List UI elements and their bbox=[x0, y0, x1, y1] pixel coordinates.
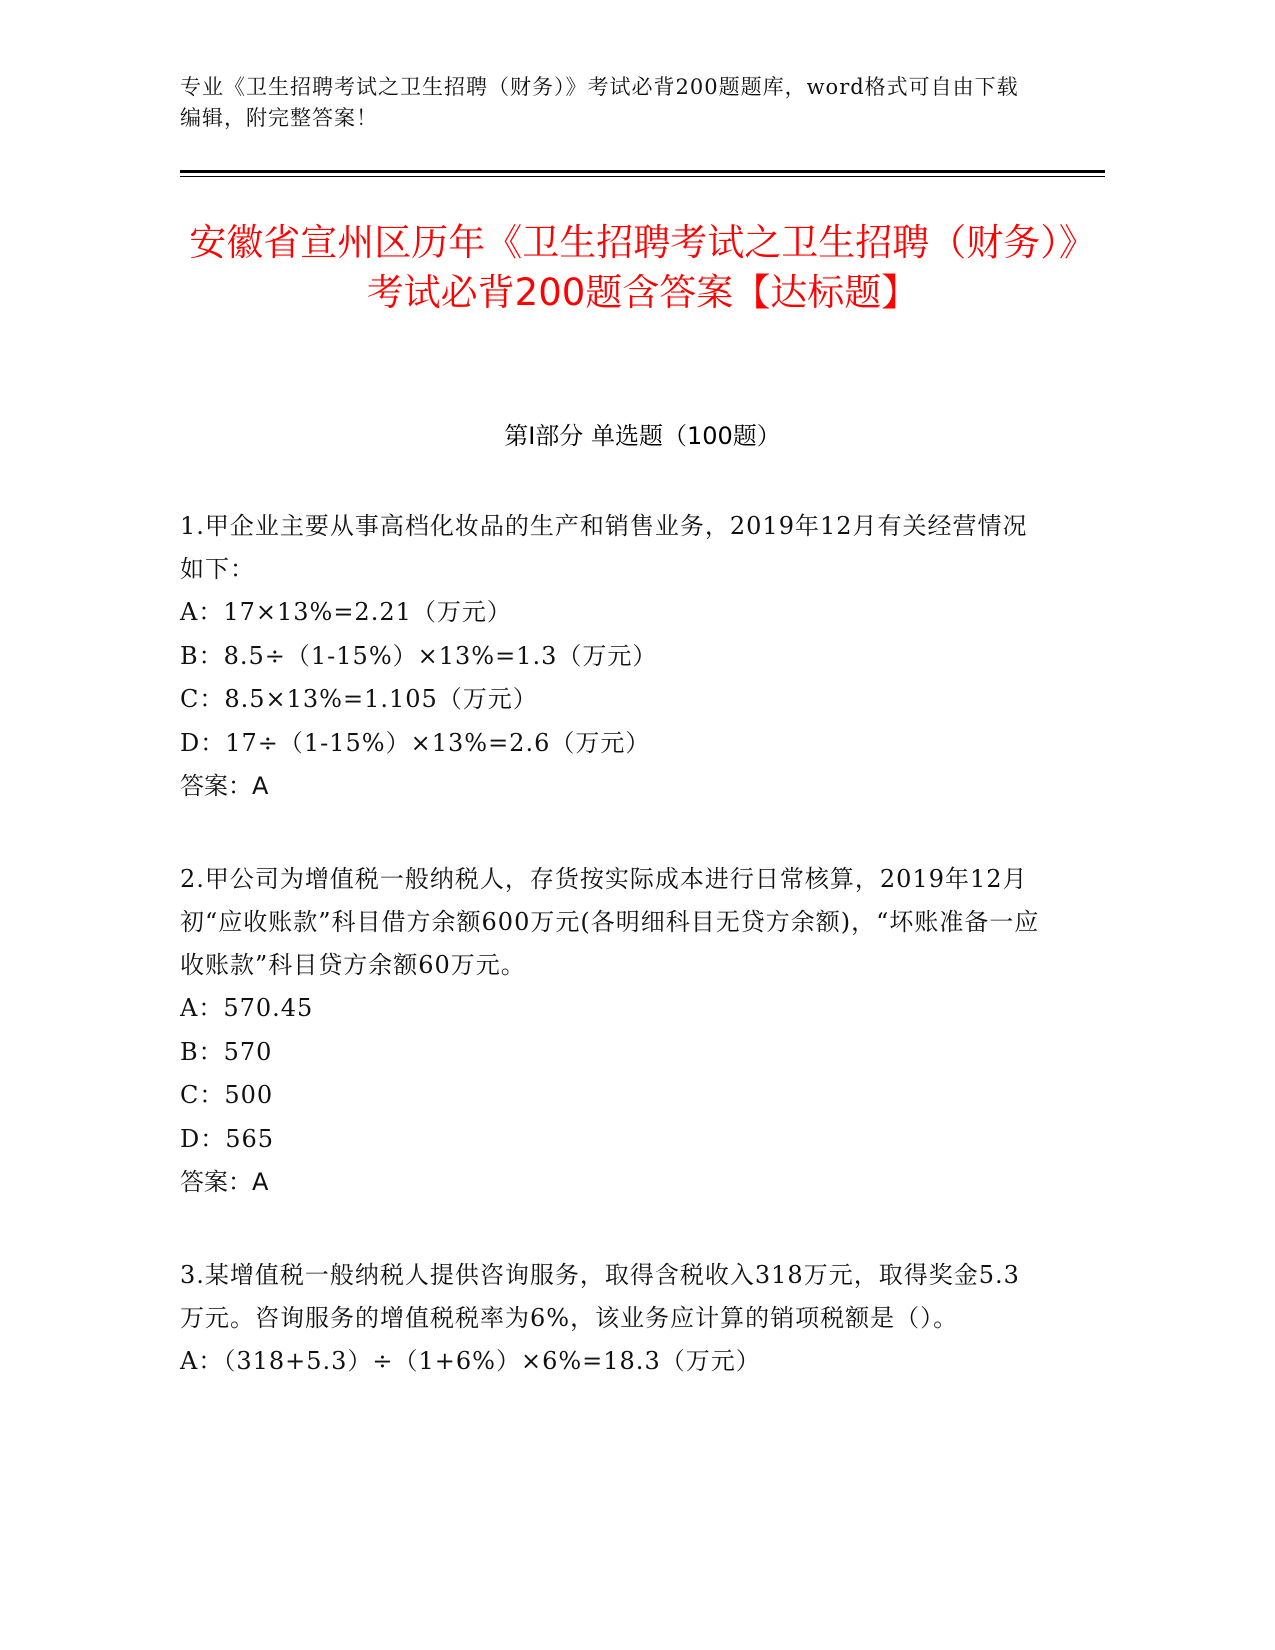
question-text: 1.甲企业主要从事高档化妆品的生产和销售业务，2019年12月有关经营情况如下： bbox=[180, 512, 1028, 583]
option-c: C：8.5×13%=1.105（万元） bbox=[180, 685, 538, 713]
question-1 bbox=[180, 505, 1040, 808]
option-b: B：570 bbox=[180, 1037, 273, 1066]
option-d: D：565 bbox=[180, 1124, 275, 1153]
answer: 答案：A bbox=[180, 1168, 269, 1196]
section-title: 第I部分 单选题（100题） bbox=[504, 422, 781, 450]
option-a: A：17×13%=2.21（万元） bbox=[180, 598, 512, 626]
question-3 bbox=[180, 1254, 1040, 1384]
header-note: 专业《卫生招聘考试之卫生招聘（财务）》考试必背200题题库，word格式可自由下载编辑，附完整答案！ bbox=[180, 75, 1019, 130]
option-a: A：（318+5.3）÷（1+6%）×6%=18.3（万元） bbox=[180, 1347, 761, 1375]
question-list bbox=[180, 505, 1040, 1434]
question-2 bbox=[180, 858, 1040, 1204]
question-text: 2.甲公司为增值税一般纳税人，存货按实际成本进行日常核算，2019年12月初“应收账款”科目借方余额600万元(各明细科目无贷方余额)，“坏账准备一应收账款”科目贷方余额60万元。 bbox=[180, 865, 1040, 979]
option-d: D：17÷（1-15%）×13%=2.6（万元） bbox=[180, 728, 651, 757]
header-rule-thick bbox=[180, 170, 1105, 173]
header-rule-thin bbox=[180, 176, 1105, 177]
option-c: C：500 bbox=[180, 1081, 274, 1109]
option-b: B：8.5÷（1-15%）×13%=1.3（万元） bbox=[180, 641, 658, 670]
option-a: A：570.45 bbox=[180, 994, 314, 1022]
document-title: 安徽省宣州区历年《卫生招聘考试之卫生招聘（财务）》考试必背200题含答案【达标题】 bbox=[189, 221, 1096, 314]
question-text: 3.某增值税一般纳税人提供咨询服务，取得含税收入318万元，取得奖金5.3万元。咨询服务的增值税税率为6%，该业务应计算的销项税额是（）。 bbox=[180, 1261, 1020, 1332]
answer: 答案：A bbox=[180, 772, 269, 800]
